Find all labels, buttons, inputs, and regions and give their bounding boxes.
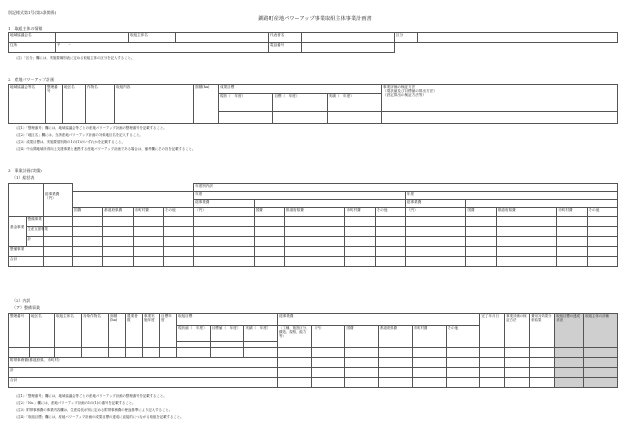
detail-table	[8, 313, 618, 388]
sum-h-city-2: 市町村費	[557, 208, 587, 217]
d-col-cost: 総事業費	[278, 314, 480, 326]
d-row-admin: 附帯事務費(都道府県、市町村)	[9, 358, 278, 368]
goal-target: 目標（ 年度）	[273, 94, 327, 112]
row-support: 生産支援事業	[26, 227, 44, 237]
section2-note-2: （注2）「地区名」欄には、当該産地パワーアップ計画の対象地区名を記入すること。	[14, 133, 143, 137]
row-subtotal: 計	[26, 237, 44, 247]
sum-h-national-1: 国費	[254, 208, 284, 217]
d-cost-pref: 都道府県費	[379, 326, 413, 348]
row-grand-total: 合計	[9, 257, 44, 267]
section2-table	[8, 84, 618, 124]
eval-value[interactable]	[382, 112, 618, 124]
d-goal-actual: 実績（ 年度）	[244, 326, 278, 342]
d-col-achievement: 取組目標の達成状況	[555, 314, 584, 348]
d-col-eval: 事業評価の検証方法	[505, 314, 530, 348]
col-goal: 成果目標	[219, 85, 382, 94]
goal-current: 現状（ 年度）	[219, 94, 273, 112]
sum-total: 総事業費 （円）	[44, 184, 73, 217]
label-entity: 取組主体名	[129, 33, 176, 43]
d-col-year: 事業実施年度	[143, 314, 160, 348]
value-representative[interactable]	[302, 33, 395, 43]
sum-annual-breakdown: 年度別内訳	[194, 184, 618, 192]
d-col-target-year: 目標年度	[160, 314, 177, 348]
d-cost-yen: （円）	[311, 326, 345, 348]
section2-heading: 2 産地パワーアップ計画	[8, 77, 55, 82]
goal-target-value[interactable]	[273, 112, 327, 124]
row-maintenance: 整備事業	[26, 217, 44, 227]
value-phone[interactable]	[302, 43, 395, 53]
maintenance-heading: （ア）整備事業	[12, 305, 40, 310]
sum-total-2: 総事業費	[405, 200, 466, 208]
d-col-crop: 対象作物名	[82, 314, 109, 348]
col-area: 面積(ha)	[194, 85, 219, 124]
section1-heading: 1 取組主体の情報	[8, 26, 43, 31]
row-maintenance-2: 整備事業	[9, 247, 44, 257]
sum-year-1: 年度	[194, 192, 406, 200]
d-row-total: 合計	[9, 378, 278, 388]
d-col-farmers: 農業者数	[126, 314, 143, 348]
breakdown-heading: （2）内訳	[12, 298, 31, 303]
d-col-goal: 取組目標	[177, 314, 278, 326]
sum-h-other-1: その他	[375, 208, 405, 217]
sum-h-city: 市町村費	[133, 208, 163, 217]
col-content: 取組内容	[115, 85, 194, 124]
detail-note-1: （注1）「整理番号」欄には、地域協議会等ごとの産地パワーアップ計画の整理番号を記載すること。	[14, 394, 167, 398]
sum-h-yen-2: （円）	[405, 208, 466, 217]
sum-h-national: 国費	[73, 208, 103, 217]
sum-h-pref: 都道府県費	[103, 208, 133, 217]
d-cost-national: 国費	[345, 326, 379, 348]
label-category: 区分	[395, 33, 418, 43]
summary-table	[8, 183, 618, 267]
goal-actual-value[interactable]	[327, 112, 381, 124]
d-col-cost-benefit: 費用対効果分析結果	[530, 314, 555, 348]
col-district: 地区名	[63, 85, 86, 124]
section1-table	[8, 32, 618, 53]
section1-note: （注）「区分」欄には、実施要綱別表に定める取組主体の区分を記入すること。	[14, 56, 135, 60]
col-number: 整理番号	[46, 85, 63, 124]
d-col-district: 地区名	[30, 314, 55, 348]
d-col-area: 面積(ha)	[109, 314, 126, 348]
sum-year-2: 年度	[405, 192, 617, 200]
form-number: 別記様式第1号(第3条関係)	[8, 10, 57, 15]
d-cost-detail: （工種、施設区分、構造、規格、能力等）	[278, 326, 312, 348]
label-address: 住所	[9, 43, 56, 53]
summary-heading: （1）総括表	[12, 175, 35, 180]
d-cost-other: その他	[446, 326, 480, 348]
sum-h-pref-1: 都道府県費	[284, 208, 345, 217]
section3-heading: 3 事業計画(実績)	[8, 168, 42, 173]
row-fund: 基金事業	[9, 217, 27, 247]
d-row-subtotal: 計	[9, 368, 278, 378]
section2-note-1: （注1）「整理番号」欄には、地域協議会等ごとの産地パワーアップ計画の整理番号を記載すること。	[14, 126, 167, 130]
sum-h-other-2: その他	[587, 208, 617, 217]
goal-current-value[interactable]	[219, 112, 273, 124]
d-cost-city: 市町村費	[412, 326, 446, 348]
detail-note-4: （注4）「取組目標」欄には、産地パワーアップ計画の成果目標の達成に直接的につながる取組を記載すること。	[14, 415, 184, 419]
sum-corner	[9, 184, 44, 217]
col-crop: 作物名	[86, 85, 115, 124]
d-col-entity-eval: 取組主体の評価	[584, 314, 618, 348]
goal-actual: 実績（ 年度）	[327, 94, 381, 112]
sum-h-national-2: 国費	[466, 208, 496, 217]
d-goal-current: 現状値（ 年度）	[177, 326, 211, 342]
label-representative: 代表者名	[269, 33, 302, 43]
document-title: 釧路町産地パワーアップ事業取組主体事業計画書	[258, 16, 372, 22]
col-council: 地域協議会等名	[9, 85, 46, 124]
sum-h-other: その他	[163, 208, 193, 217]
label-phone: 電話番号	[269, 43, 302, 53]
d-goal-target: 目標値（ 年度）	[210, 326, 244, 342]
label-council: 地域協議会名	[9, 33, 56, 43]
detail-note-3: （注3）附帯事務費の事業内容欄は、生産局長が別に定める附帯事務費の使途基準により記入すること。	[14, 408, 173, 412]
sum-total-1: 総事業費	[194, 200, 255, 208]
detail-note-2: （注2）「No.」欄には、産地パワーアップ計画の1の(1)の番号を記載すること。	[14, 401, 136, 405]
section2-note-3: （注3）成果目標は、実施要領別紙の1の(1)のいずれかを記載すること。	[14, 140, 125, 144]
value-category[interactable]	[418, 33, 618, 43]
sum-h-yen-1: （円）	[194, 208, 255, 217]
sum-spacer	[73, 184, 194, 192]
col-eval: 事業評価の検証方法 （現状値及び目標値の算出方法） （設定算出の検証方法等）	[382, 85, 618, 112]
d-col-number: 整理番号	[9, 314, 30, 348]
value-council[interactable]	[56, 33, 129, 43]
d-col-complete: 完了年月日	[480, 314, 505, 348]
sum-h-city-1: 市町村費	[345, 208, 375, 217]
sum-h-pref-2: 都道府県費	[496, 208, 557, 217]
value-entity[interactable]	[176, 33, 269, 43]
value-address[interactable]: 〒 －	[56, 43, 269, 53]
section2-note-4: （注4）中山間地域所得向上支援事業と連携する産地パワーアップ計画である場合は、備考欄にその旨を記載すること。	[14, 147, 196, 151]
d-col-entity: 取組主体名	[55, 314, 82, 348]
